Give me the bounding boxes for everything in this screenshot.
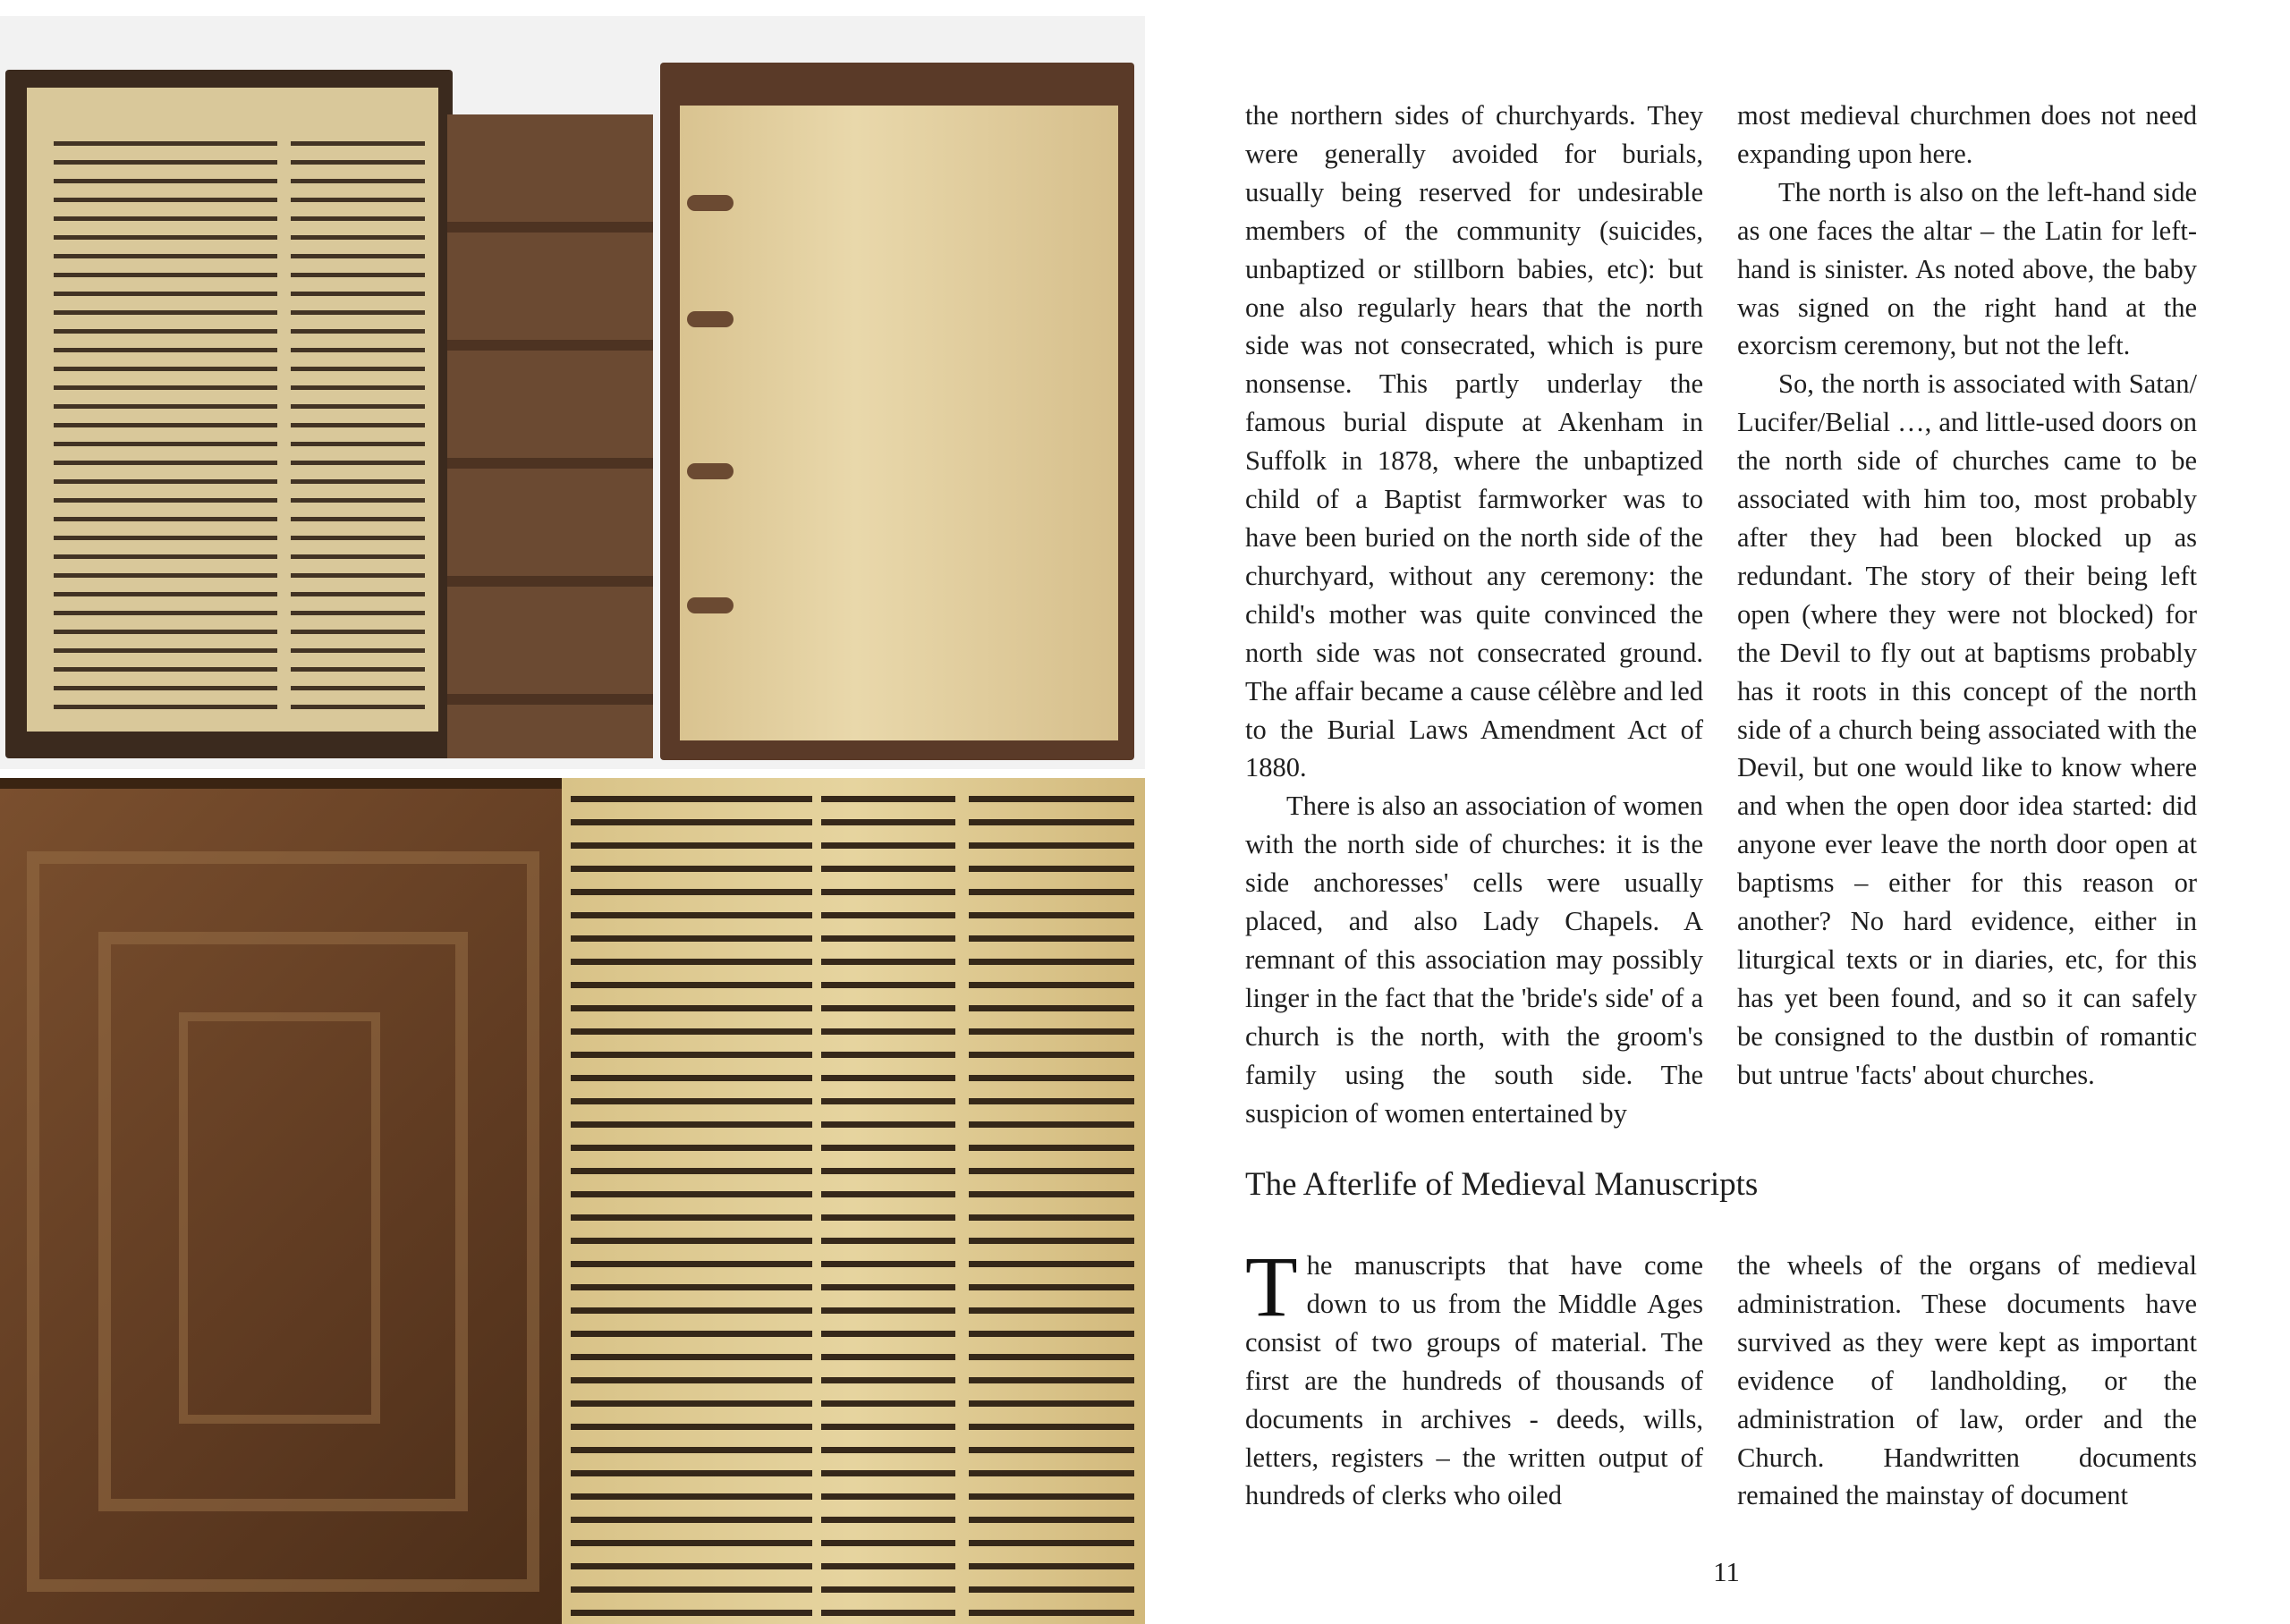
paragraph: the northern sides of churchyards. They were generally avoided for burials, usually being reserved for undesirable members of the community (suicides, unbaptized or stillborn babies, etc): but one also regularly hears that the north side was not consecrated, which is pure nonsense. This partly underlay the famous burial dispute at Akenham in Suffolk in 1878, where the unbaptized child of a Baptist farmworker was to have been buried on the north side of the churchyard, without any ceremony: the child's mother was quite convinced the north side was not consecrated ground. The affair became a cause célèbre and led to the Burial Laws Amendment Act of 1880. bbox=[1245, 100, 1703, 783]
manuscript-text-column bbox=[54, 141, 277, 714]
photo-cover-and-page bbox=[0, 778, 1145, 1624]
paragraph: The north is also on the left-hand side as one faces the altar – the Latin for left-hand is sinister. As noted above, the baby was signed on the right hand at the exorcism ceremony, but not the left. bbox=[1737, 176, 2197, 361]
sewing-support bbox=[687, 195, 734, 211]
manuscript-text-column bbox=[571, 796, 812, 1619]
manuscript-text-column bbox=[821, 796, 955, 1619]
manuscript-text-column bbox=[291, 141, 425, 714]
paragraph: There is also an association of women with the north side of churches: it is the side anchoresses' cells were usually placed, and also Lady Chapels. A remnant of this association may possibly linger in the fact that the 'bride's side' of a church is the north, with the groom's family using the south side. The suspicion of women entertained by bbox=[1245, 791, 1703, 1129]
page-number: 11 bbox=[1713, 1556, 1740, 1587]
cover-centre-panel bbox=[179, 1012, 380, 1424]
sewing-support bbox=[687, 463, 734, 479]
text-column-3 bbox=[1245, 1239, 1703, 1515]
paragraph: So, the north is associated with Satan/ Lucifer/Belial …, and little-used doors on the north side of churches came to be associated with him too, most probably after they had been blocked up as redundant. The story of their being left open (where they were not blocked) for the Devil to fly out at baptisms probably has it roots in this concept of the north side of a church being associated with the Devil, but one would like to know where and when the open door idea started: did anyone ever leave the north door open at baptisms – either for this reason or another? No hard evidence, either in liturgical texts or in diaries, etc, for this has yet been found, and so it can safely be consigned to the dustbin of romantic but untrue 'facts' about churches. bbox=[1737, 368, 2197, 1090]
sewing-support bbox=[687, 311, 734, 327]
text-column-2 bbox=[1737, 97, 2197, 1095]
manuscript-page bbox=[562, 778, 1145, 1624]
book-spine bbox=[447, 114, 653, 758]
manuscript-text-column bbox=[969, 796, 1134, 1619]
drop-cap: T bbox=[1245, 1239, 1298, 1334]
paragraph: the wheels of the organs of medieval administration. These documents have survived as they were kept as important evidence of landholding, or the administration of law, order and the Church. Handwritten documents remained the mainstay of document bbox=[1737, 1250, 2197, 1511]
text-column-4 bbox=[1737, 1247, 2197, 1515]
sewing-support bbox=[687, 597, 734, 613]
paragraph: most medieval churchmen does not need expanding upon here. bbox=[1737, 100, 2197, 169]
section-heading: The Afterlife of Medieval Manuscripts bbox=[1245, 1166, 1759, 1203]
photo-open-book bbox=[0, 16, 1145, 769]
tooled-leather-cover bbox=[0, 789, 572, 1624]
text-column-1 bbox=[1245, 97, 1703, 1132]
paragraph: he manuscripts that have come down to us from the Middle Ages consist of two groups of material. The first are the hundreds of thousands of documents in archives - deeds, wills, letters, registers – the written output of hundreds of clerks who oiled bbox=[1245, 1250, 1703, 1511]
pastedown bbox=[680, 106, 1118, 740]
